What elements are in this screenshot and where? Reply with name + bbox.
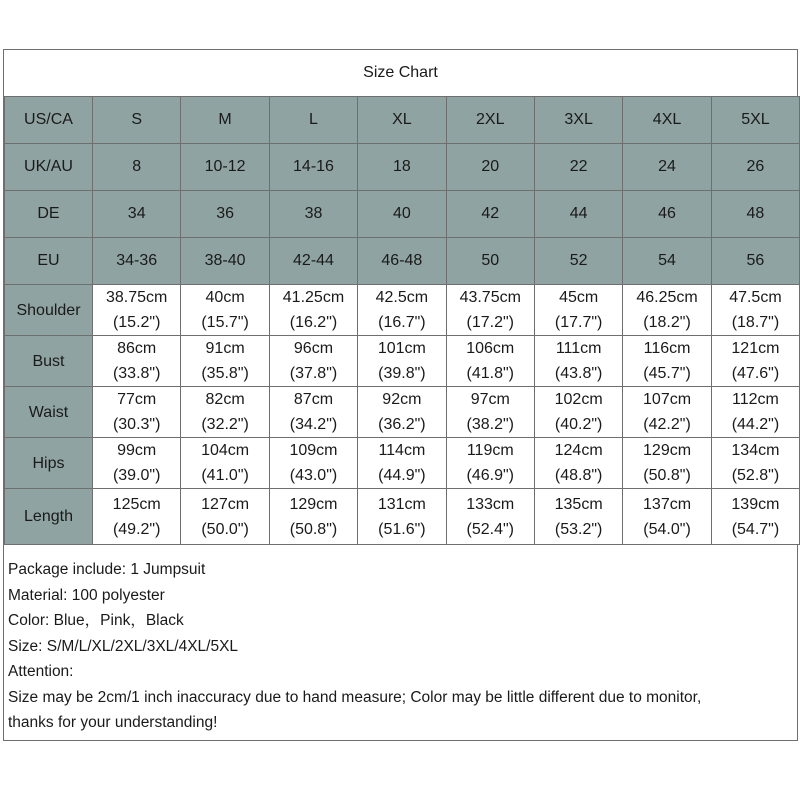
measurement-cell [534,489,622,545]
inch-value: (37.8") [289,365,338,382]
row-label: Length [5,489,93,545]
measurement-cell [269,336,357,387]
inch-value: (50.8") [289,520,338,538]
cm-value: 102cm [554,391,603,408]
measurement-row [5,489,800,545]
measurement-cell [358,387,446,438]
row-label: US/CA [5,97,93,144]
cm-value: 111cm [555,340,602,357]
size-cell: 5XL [711,97,799,144]
inch-value: (41.0") [201,467,249,484]
measurement-cell [269,489,357,545]
inch-value: (41.8") [466,365,514,382]
inch-value: (39.0") [112,467,161,484]
size-cell: 8 [93,144,181,191]
size-cell: 34-36 [93,238,181,285]
cm-value: 116cm [643,340,691,357]
measurement-cell [623,285,711,336]
inch-value: (15.7") [201,314,249,331]
measurement-cell [711,285,799,336]
size-cell: 46-48 [358,238,446,285]
inch-value: (15.2") [112,314,161,331]
inch-value: (54.0") [643,520,691,538]
size-cell: 46 [623,191,711,238]
package-note: Package include: 1 Jumpsuit [8,561,206,578]
row-label: Waist [5,387,93,438]
size-row [5,191,800,238]
measurement-cell [623,336,711,387]
cm-value: 91cm [205,340,245,357]
measurement-cell [623,489,711,545]
cm-value: 119cm [466,442,514,459]
cm-value: 47.5cm [729,289,782,306]
measurement-cell [93,336,181,387]
inch-value: (18.7") [731,314,780,331]
measurement-cell [358,285,446,336]
size-cell: 56 [711,238,799,285]
size-cell: 26 [711,144,799,191]
size-cell: 18 [358,144,446,191]
inch-value: (30.3") [112,416,161,433]
size-cell: S [93,97,181,144]
size-cell: 38-40 [181,238,269,285]
size-cell: 20 [446,144,534,191]
measurement-cell [181,438,269,489]
size-cell: XL [358,97,446,144]
inch-value: (46.9") [466,467,514,484]
product-notes [8,557,795,736]
measurement-cell [181,387,269,438]
inch-value: (42.2") [643,416,691,433]
cm-value: 38.75cm [106,289,168,306]
size-cell: 14-16 [269,144,357,191]
measurement-cell [358,489,446,545]
size-cell: 48 [711,191,799,238]
cm-value: 42.5cm [375,289,429,306]
inch-value: (17.2") [466,314,514,331]
cm-value: 86cm [117,340,157,357]
size-cell: 22 [534,144,622,191]
inch-value: (50.0") [201,520,249,538]
cm-value: 41.25cm [282,289,345,306]
size-cell: 2XL [446,97,534,144]
cm-value: 112cm [732,391,779,408]
inch-value: (38.2") [466,416,514,433]
cm-value: 127cm [201,495,250,513]
inch-value: (44.9") [378,467,426,484]
size-cell: 38 [269,191,357,238]
size-cell: 10-12 [181,144,269,191]
size-cell: 54 [623,238,711,285]
cm-value: 97cm [470,391,510,408]
color-note: Color: Blue，Pink，Black [8,612,184,629]
inch-value: (51.6") [378,520,426,538]
cm-value: 129cm [643,442,692,459]
size-cell: 42-44 [269,238,357,285]
measurement-cell [269,387,357,438]
size-row [5,238,800,285]
inch-value: (44.2") [731,416,780,433]
row-label: Hips [5,438,93,489]
measurement-cell [269,285,357,336]
cm-value: 46.25cm [636,289,698,306]
row-label: EU [5,238,93,285]
measurement-cell [93,387,181,438]
inch-value: (33.8") [112,365,161,382]
inch-value: (52.4") [466,520,514,538]
row-label: DE [5,191,93,238]
chart-title: Size Chart [363,64,438,81]
cm-value: 87cm [293,391,334,408]
cm-value: 109cm [289,442,338,459]
size-cell: 34 [93,191,181,238]
measurement-row [5,285,800,336]
inch-value: (35.8") [201,365,249,382]
attention-heading: Attention: [8,663,74,680]
cm-value: 134cm [731,442,780,459]
measurement-cell [711,438,799,489]
size-row [5,144,800,191]
measurement-cell [181,336,269,387]
measurement-cell [711,336,799,387]
inch-value: (53.2") [554,520,603,538]
cm-value: 107cm [643,391,692,408]
cm-value: 125cm [112,495,161,513]
cm-value: 77cm [117,391,157,408]
cm-value: 124cm [554,442,603,459]
measurement-row [5,438,800,489]
inch-value: (45.7") [643,365,691,382]
cm-value: 137cm [643,495,692,513]
measurement-cell [711,387,799,438]
measurement-cell [534,285,622,336]
inch-value: (52.8") [731,467,780,484]
inch-value: (43.8") [554,365,603,382]
inch-value: (34.2") [289,416,338,433]
row-label: UK/AU [5,144,93,191]
inch-value: (47.6") [731,365,780,382]
size-cell: 52 [534,238,622,285]
cm-value: 133cm [466,495,515,513]
row-label: Bust [5,336,93,387]
measurement-cell [446,489,534,545]
inch-value: (54.7") [731,520,780,538]
measurement-cell [711,489,799,545]
size-cell: M [181,97,269,144]
inch-value: (32.2") [201,416,249,433]
measurement-cell [446,438,534,489]
measurement-cell [93,438,181,489]
size-cell: 3XL [534,97,622,144]
inch-value: (16.2") [289,314,338,331]
inch-value: (48.8") [554,467,603,484]
measurement-cell [269,438,357,489]
cm-value: 114cm [378,442,426,459]
cm-value: 43.75cm [459,289,521,306]
measurement-cell [534,438,622,489]
measurement-cell [181,285,269,336]
measurement-cell [446,336,534,387]
size-cell: 42 [446,191,534,238]
inch-value: (17.7") [554,314,603,331]
inch-value: (49.2") [112,520,161,538]
size-cell: 36 [181,191,269,238]
measurement-row [5,336,800,387]
inch-value: (39.8") [378,365,426,382]
size-cell: 40 [358,191,446,238]
cm-value: 45cm [559,289,599,306]
cm-value: 131cm [377,495,426,513]
size-cell: L [269,97,357,144]
size-table-body [5,97,800,545]
cm-value: 104cm [201,442,250,459]
cm-value: 92cm [382,391,422,408]
material-note: Material: 100 polyester [8,586,165,604]
row-label: Shoulder [5,285,93,336]
size-chart [3,49,798,741]
attention-text: Size may be 2cm/1 inch inaccuracy due to hand measure; Color may be little different due to monitor, [8,688,702,706]
inch-value: (18.2") [643,314,691,331]
measurement-cell [358,438,446,489]
cm-value: 139cm [731,495,780,513]
measurement-cell [93,489,181,545]
inch-value: (36.2") [378,416,426,433]
measurement-cell [534,387,622,438]
inch-value: (50.8") [643,467,691,484]
measurement-cell [534,336,622,387]
measurement-cell [446,285,534,336]
size-cell: 50 [446,238,534,285]
measurement-cell [446,387,534,438]
cm-value: 99cm [117,442,157,459]
inch-value: (40.2") [554,416,603,433]
measurement-cell [623,387,711,438]
size-cell: 44 [534,191,622,238]
measurement-cell [181,489,269,545]
measurement-cell [358,336,446,387]
cm-value: 82cm [205,391,245,408]
measurement-cell [93,285,181,336]
size-table [4,96,800,545]
inch-value: (16.7") [378,314,426,331]
measurement-row [5,387,800,438]
cm-value: 135cm [554,495,603,513]
cm-value: 40cm [205,289,245,306]
cm-value: 101cm [377,340,426,357]
measurement-cell [623,438,711,489]
cm-value: 129cm [289,495,338,513]
size-cell: 4XL [623,97,711,144]
size-note: Size: S/M/L/XL/2XL/3XL/4XL/5XL [8,637,239,655]
inch-value: (43.0") [289,467,338,484]
cm-value: 96cm [293,340,334,357]
size-cell: 24 [623,144,711,191]
size-row [5,97,800,144]
thanks-text: thanks for your understanding! [8,714,218,731]
cm-value: 106cm [466,340,515,357]
cm-value: 121cm [731,340,780,357]
